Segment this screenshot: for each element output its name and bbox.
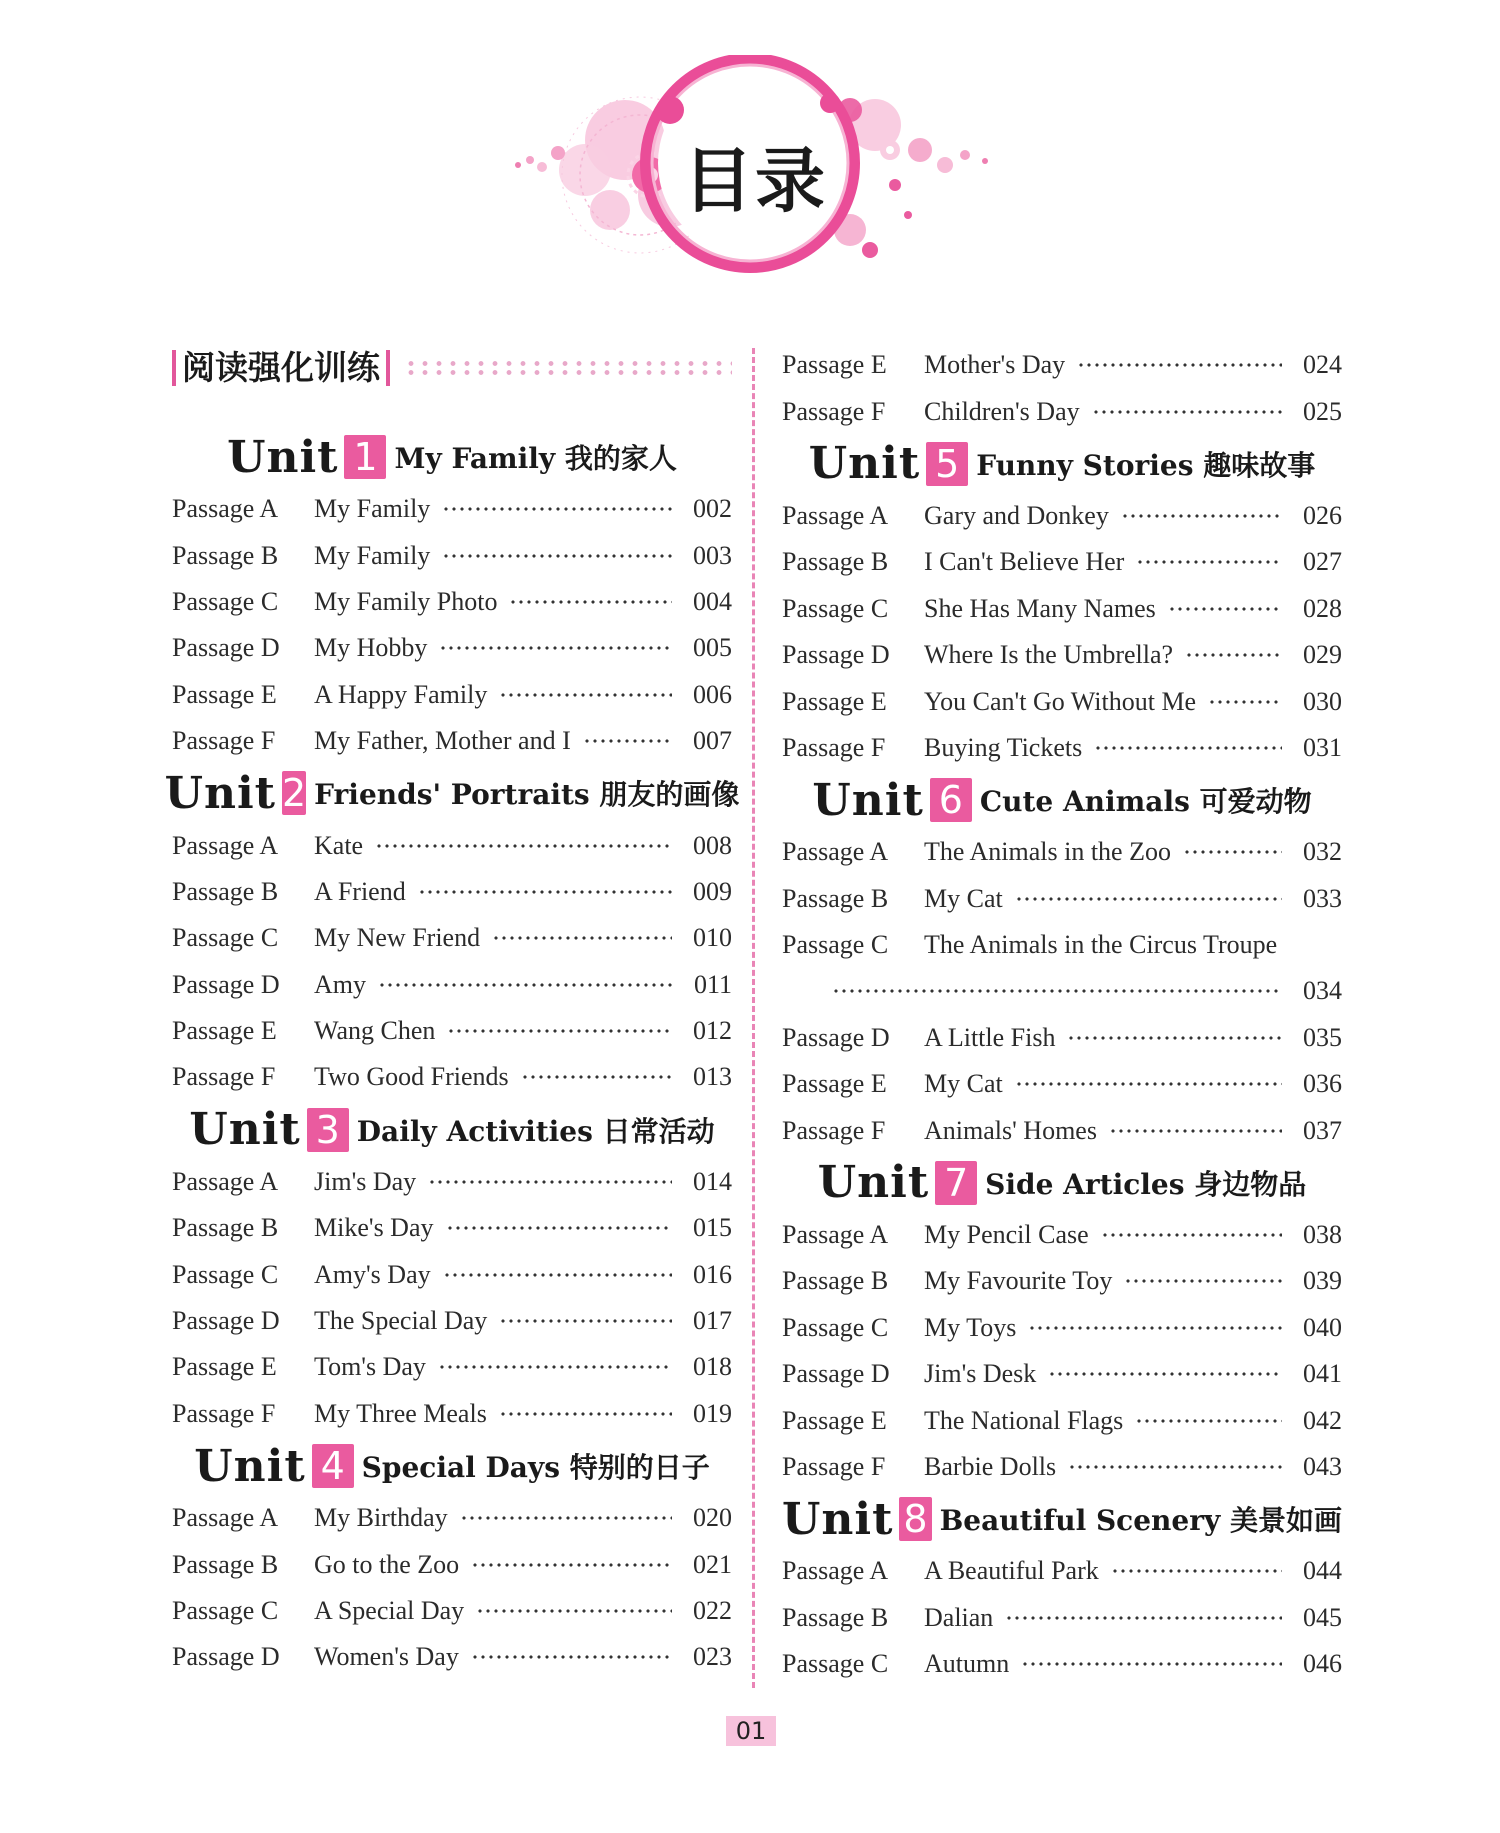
unit-block — [172, 428, 732, 764]
passage-label: Passage F — [782, 396, 886, 426]
unit-block — [782, 771, 1342, 1154]
toc-entry[interactable] — [172, 579, 732, 625]
dot-leader — [1028, 1325, 1282, 1331]
passage-title: The National Flags — [924, 1405, 1124, 1435]
page-ref: 036 — [1303, 1069, 1342, 1099]
page-ref: 029 — [1303, 640, 1342, 670]
passage-label: Passage C — [782, 1312, 889, 1342]
left-units — [164, 428, 740, 1681]
passage-title: My Cat — [924, 1069, 1003, 1099]
toc-entry[interactable] — [172, 1495, 732, 1541]
passage-label: Passage A — [172, 1166, 279, 1196]
toc-entry[interactable] — [782, 1397, 1342, 1443]
page-number: 01 — [726, 1716, 776, 1746]
page-ref: 003 — [693, 540, 732, 570]
passage-label: Passage F — [782, 732, 886, 762]
toc-entry[interactable] — [782, 725, 1342, 771]
unit-number-badge: 4 — [312, 1444, 354, 1488]
unit-title: Funny Stories 趣味故事 — [976, 448, 1316, 482]
dot-leader — [443, 1272, 672, 1278]
passage-label: Passage F — [172, 726, 276, 756]
unit-number-badge: 3 — [307, 1108, 349, 1152]
passage-title: Kate — [314, 830, 364, 860]
passage-title: The Animals in the Circus Troupe — [924, 930, 1278, 960]
passage-title: Children's Day — [924, 396, 1080, 426]
dot-leader — [439, 645, 672, 651]
passage-label: Passage D — [172, 1642, 280, 1672]
passage-label: Passage B — [782, 547, 889, 577]
page-title: 目录 — [683, 140, 827, 222]
toc-entry[interactable] — [172, 1344, 732, 1390]
passage-title: Where Is the Umbrella? — [924, 640, 1174, 670]
toc-entry[interactable] — [782, 1351, 1342, 1397]
toc-entry-continuation — [782, 968, 1342, 1014]
passage-title: My New Friend — [314, 923, 481, 953]
page-ref: 037 — [1303, 1115, 1342, 1145]
dot-leader — [583, 738, 672, 744]
dot-leader — [1185, 652, 1282, 658]
passage-title: Animals' Homes — [924, 1115, 1097, 1145]
passage-title: Barbie Dolls — [924, 1452, 1057, 1481]
dot-leader — [499, 1318, 672, 1324]
passage-label: Passage B — [172, 540, 279, 570]
unit-title: Beautiful Scenery 美景如画 — [939, 1504, 1342, 1538]
page-ref: 007 — [693, 726, 732, 756]
toc-entry[interactable] — [782, 1548, 1342, 1594]
passage-title: Mike's Day — [314, 1213, 434, 1243]
toc-entry[interactable] — [172, 532, 732, 578]
unit-word: Unit — [817, 1157, 930, 1209]
passage-title: The Special Day — [314, 1306, 488, 1336]
passage-label: Passage A — [782, 1556, 889, 1586]
page-ref: 027 — [1303, 547, 1342, 577]
passage-label: Passage D — [172, 633, 280, 663]
page-ref: 041 — [1303, 1359, 1342, 1389]
toc-entry[interactable] — [782, 1595, 1342, 1641]
page-ref: 028 — [1303, 593, 1342, 623]
page-ref: 020 — [693, 1503, 732, 1533]
page-ref: 005 — [693, 633, 732, 663]
toc-entry[interactable] — [172, 822, 732, 868]
page-ref: 021 — [693, 1549, 732, 1579]
page-ref: 024 — [1303, 350, 1342, 380]
passage-label: Passage A — [172, 494, 279, 524]
unit-heading[interactable] — [782, 435, 1342, 493]
passage-title: A Little Fish — [924, 1022, 1056, 1052]
passage-title: My Toys — [924, 1312, 1017, 1342]
toc-entry[interactable] — [782, 829, 1342, 875]
page-ref: 004 — [693, 586, 732, 616]
unit-block — [172, 1101, 732, 1437]
dot-leader — [1208, 699, 1282, 705]
dot-leader — [1168, 606, 1282, 612]
passage-title: A Friend — [314, 876, 406, 906]
passage-title: Jim's Day — [314, 1166, 417, 1196]
toc-entry[interactable] — [782, 1212, 1342, 1258]
unit-heading[interactable] — [782, 1154, 1342, 1212]
page-ref: 039 — [1303, 1266, 1342, 1296]
dot-leader — [1136, 559, 1282, 565]
passage-title: My Three Meals — [314, 1398, 487, 1428]
toc-entry[interactable] — [172, 1541, 732, 1587]
toc-entry[interactable] — [172, 672, 732, 718]
passage-title: My Hobby — [314, 633, 428, 663]
unit-number-badge: 6 — [930, 778, 972, 822]
page-ref: 016 — [693, 1259, 732, 1289]
toc-entry[interactable] — [172, 915, 732, 961]
dot-leader — [1094, 745, 1282, 751]
dot-leader — [492, 935, 672, 941]
toc-entry[interactable] — [172, 962, 732, 1008]
toc-entry[interactable] — [782, 1015, 1342, 1061]
page-ref: 026 — [1303, 500, 1342, 530]
dot-leader — [438, 1364, 672, 1370]
right-units — [782, 435, 1342, 1688]
passage-title: Dalian — [924, 1602, 994, 1632]
toc-entry[interactable] — [172, 1298, 732, 1344]
dot-leader — [1015, 896, 1282, 902]
page-ref: 044 — [1303, 1556, 1342, 1586]
toc-entry[interactable] — [782, 922, 1342, 968]
passage-label: Passage B — [172, 1213, 279, 1243]
unit-word: Unit — [812, 774, 924, 826]
passage-label: Passage A — [782, 1220, 889, 1250]
unit-title: Cute Animals 可爱动物 — [979, 785, 1312, 819]
toc-entry[interactable] — [172, 869, 732, 915]
passage-label: Passage B — [782, 1266, 889, 1296]
dot-leader — [1101, 1232, 1282, 1238]
passage-title: My Father, Mother and I — [314, 726, 571, 756]
toc-entry[interactable] — [782, 632, 1342, 678]
section-header — [172, 346, 732, 390]
passage-label: Passage F — [172, 1062, 276, 1092]
toc-entry[interactable] — [782, 876, 1342, 922]
passage-label: Passage D — [172, 1306, 280, 1336]
passage-title: Gary and Donkey — [924, 500, 1109, 530]
page-ref: 040 — [1303, 1312, 1342, 1342]
toc-entry[interactable] — [782, 1107, 1342, 1153]
passage-label: Passage D — [782, 1359, 890, 1389]
unit-title: My Family 我的家人 — [394, 442, 677, 475]
page-ref: 031 — [1303, 732, 1342, 762]
passage-label: Passage C — [172, 586, 279, 616]
passage-label: Passage D — [172, 969, 280, 999]
passage-label: Passage C — [172, 1596, 279, 1625]
unit-heading[interactable] — [782, 771, 1342, 829]
column-divider — [752, 348, 755, 1688]
toc-left-column — [164, 340, 740, 1681]
unit-heading[interactable] — [172, 428, 732, 486]
toc-entry[interactable] — [782, 586, 1342, 632]
toc-entry[interactable] — [172, 1008, 732, 1054]
passage-label: Passage E — [172, 1016, 277, 1046]
passage-title: Go to the Zoo — [314, 1549, 460, 1579]
dot-leader — [1077, 362, 1282, 368]
passage-title: My Family — [314, 540, 431, 570]
passage-title: Buying Tickets — [924, 732, 1083, 762]
unit-number-badge: 1 — [344, 435, 386, 479]
passage-label: Passage E — [172, 679, 277, 709]
dot-leader — [1067, 1035, 1282, 1041]
toc-entry[interactable] — [172, 1391, 732, 1437]
page-ref: 046 — [1303, 1649, 1342, 1679]
page-ref: 033 — [1303, 883, 1342, 913]
passage-title: My Birthday — [314, 1503, 448, 1533]
passage-label: Passage D — [782, 640, 890, 670]
toc-entry[interactable] — [782, 1305, 1342, 1351]
toc-entry[interactable] — [782, 1061, 1342, 1107]
dot-leader — [832, 988, 1282, 994]
dot-leader — [476, 1608, 672, 1614]
passage-title: She Has Many Names — [924, 593, 1156, 623]
passage-title: Tom's Day — [314, 1352, 426, 1382]
passage-label: Passage E — [782, 350, 887, 380]
dot-leader — [499, 1411, 672, 1417]
page-ref: 008 — [693, 830, 732, 860]
dot-leader — [1124, 1278, 1282, 1284]
page-ref: 006 — [693, 679, 732, 709]
passage-title: My Family Photo — [314, 586, 498, 616]
unit-word: Unit — [189, 1104, 301, 1156]
passage-label: Passage F — [172, 1398, 276, 1428]
page-ref: 043 — [1303, 1452, 1342, 1481]
unit-block — [782, 1490, 1342, 1687]
toc-entry[interactable] — [172, 625, 732, 671]
passage-title: Two Good Friends — [314, 1062, 509, 1092]
toc-entry[interactable] — [172, 1159, 732, 1205]
passage-label: Passage A — [172, 1503, 279, 1533]
passage-title: A Special Day — [314, 1596, 465, 1625]
toc-entry[interactable] — [172, 1634, 732, 1680]
dot-leader — [1135, 1418, 1282, 1424]
dot-leader — [378, 982, 672, 988]
passage-label: Passage B — [782, 883, 889, 913]
page-ref: 032 — [1303, 837, 1342, 867]
page-ref: 038 — [1303, 1220, 1342, 1250]
dot-leader — [1111, 1568, 1282, 1574]
dot-leader — [1048, 1371, 1282, 1377]
unit-block — [172, 1437, 732, 1681]
passage-label: Passage A — [782, 837, 889, 867]
page-ref: 035 — [1303, 1022, 1342, 1052]
section-title: 阅读强化训练 — [172, 350, 390, 386]
passage-title: A Happy Family — [314, 679, 488, 709]
passage-label: Passage B — [172, 1549, 279, 1579]
unit-title: Side Articles 身边物品 — [985, 1167, 1307, 1201]
page-ref: 030 — [1303, 686, 1342, 716]
dot-leader — [1068, 1464, 1282, 1470]
passage-title: My Favourite Toy — [924, 1266, 1113, 1296]
dot-leader — [1183, 849, 1282, 855]
toc-entry[interactable] — [172, 486, 732, 532]
page-ref: 009 — [693, 876, 732, 906]
dot-leader — [375, 843, 672, 849]
dot-leader — [499, 692, 672, 698]
dot-leader — [1015, 1081, 1282, 1087]
toc-entry[interactable] — [782, 342, 1342, 388]
section-dots — [404, 359, 732, 377]
dot-leader — [1005, 1615, 1282, 1621]
page-ref: 017 — [693, 1306, 732, 1336]
passage-label: Passage F — [782, 1115, 886, 1145]
dot-leader — [442, 553, 672, 559]
toc-entry[interactable] — [172, 1251, 732, 1297]
dot-leader — [446, 1225, 672, 1231]
toc-entry[interactable] — [782, 1258, 1342, 1304]
page-ref: 002 — [693, 494, 732, 524]
toc-entry[interactable] — [782, 1641, 1342, 1687]
passage-title: You Can't Go Without Me — [924, 686, 1197, 716]
dot-leader — [460, 1515, 672, 1521]
passage-title: Women's Day — [314, 1642, 459, 1672]
passage-label: Passage E — [782, 1069, 887, 1099]
unit-word: Unit — [782, 1493, 894, 1545]
dot-leader — [1092, 409, 1282, 415]
passage-title: Amy's Day — [314, 1259, 431, 1289]
toc-entry[interactable] — [782, 388, 1342, 434]
toc-entry[interactable] — [782, 678, 1342, 724]
passage-label: Passage B — [782, 1602, 889, 1632]
unit-word: Unit — [194, 1440, 306, 1492]
page-ref: 011 — [693, 969, 732, 999]
toc-entry[interactable] — [782, 1444, 1342, 1490]
unit-word: Unit — [808, 438, 921, 490]
passage-label: Passage B — [172, 876, 279, 906]
passage-label: Passage C — [782, 930, 889, 960]
passage-title: My Pencil Case — [924, 1220, 1089, 1250]
unit-number-badge: 8 — [899, 1497, 931, 1541]
passage-label: Passage C — [782, 1649, 889, 1679]
dot-leader — [521, 1074, 672, 1080]
toc-right-column — [782, 342, 1342, 1687]
unit-block — [782, 1154, 1342, 1490]
dot-leader — [447, 1028, 672, 1034]
unit-title: Daily Activities 日常活动 — [356, 1114, 715, 1148]
unit-title: Special Days 特别的日子 — [361, 1451, 710, 1485]
unit-block — [782, 435, 1342, 771]
passage-title: The Animals in the Zoo — [924, 837, 1171, 867]
unit-number-badge: 7 — [935, 1161, 977, 1205]
dot-leader — [1021, 1661, 1282, 1667]
passage-title: I Can't Believe Her — [924, 547, 1125, 577]
dot-leader — [418, 889, 672, 895]
dot-leader — [1121, 513, 1282, 519]
passage-title: Amy — [314, 969, 366, 999]
unit4-continued-list — [782, 342, 1342, 435]
toc-entry[interactable] — [782, 539, 1342, 585]
passage-title: My Family — [314, 494, 431, 524]
passage-label: Passage A — [172, 830, 279, 860]
unit-heading[interactable] — [172, 1101, 732, 1159]
passage-label: Passage E — [782, 1405, 887, 1435]
dot-leader — [471, 1562, 672, 1568]
toc-entry[interactable] — [172, 1054, 732, 1100]
toc-entry[interactable] — [172, 1588, 732, 1634]
page-ref: 045 — [1303, 1602, 1342, 1632]
page-ref: 019 — [693, 1398, 732, 1428]
dot-leader — [509, 599, 672, 605]
passage-title: Mother's Day — [924, 350, 1066, 380]
passage-title: Wang Chen — [314, 1016, 436, 1046]
unit-heading[interactable] — [172, 1437, 732, 1495]
page-ref: 014 — [693, 1166, 732, 1196]
passage-label: Passage C — [172, 923, 279, 953]
unit-word: Unit — [227, 431, 339, 483]
unit-heading[interactable] — [782, 1490, 1342, 1548]
page-ref: 013 — [693, 1062, 732, 1092]
page-ref: 022 — [693, 1596, 732, 1625]
dot-leader — [442, 506, 672, 512]
page-ref: 015 — [693, 1213, 732, 1243]
page-ref: 018 — [693, 1352, 732, 1382]
passage-label: Passage E — [172, 1352, 277, 1382]
page-ref: 034 — [1303, 976, 1342, 1006]
passage-label: Passage C — [172, 1259, 279, 1289]
passage-title: My Cat — [924, 883, 1003, 913]
page-ref: 025 — [1303, 396, 1342, 426]
unit-title: Friends' Portraits 朋友的画像 — [314, 778, 740, 812]
unit-heading[interactable] — [164, 764, 740, 822]
passage-title: Jim's Desk — [924, 1359, 1037, 1389]
passage-title: Autumn — [924, 1649, 1010, 1679]
toc-entry[interactable] — [172, 718, 732, 764]
unit-number-badge: 2 — [281, 771, 307, 816]
passage-title: A Beautiful Park — [924, 1556, 1099, 1586]
toc-entry[interactable] — [172, 1205, 732, 1251]
passage-label: Passage E — [782, 686, 887, 716]
passage-label: Passage F — [782, 1452, 886, 1481]
unit-block — [164, 764, 740, 1100]
page-ref: 012 — [693, 1016, 732, 1046]
page-ref: 010 — [693, 923, 732, 953]
passage-label: Passage C — [782, 593, 889, 623]
page-ref: 023 — [693, 1642, 732, 1672]
dot-leader — [471, 1654, 672, 1660]
passage-label: Passage A — [782, 500, 889, 530]
page-ref: 042 — [1303, 1405, 1342, 1435]
unit-number-badge: 5 — [926, 442, 968, 486]
dot-leader — [428, 1179, 672, 1185]
passage-label: Passage D — [782, 1022, 890, 1052]
dot-leader — [1109, 1128, 1282, 1134]
toc-entry[interactable] — [782, 493, 1342, 539]
unit-word: Unit — [164, 767, 276, 819]
